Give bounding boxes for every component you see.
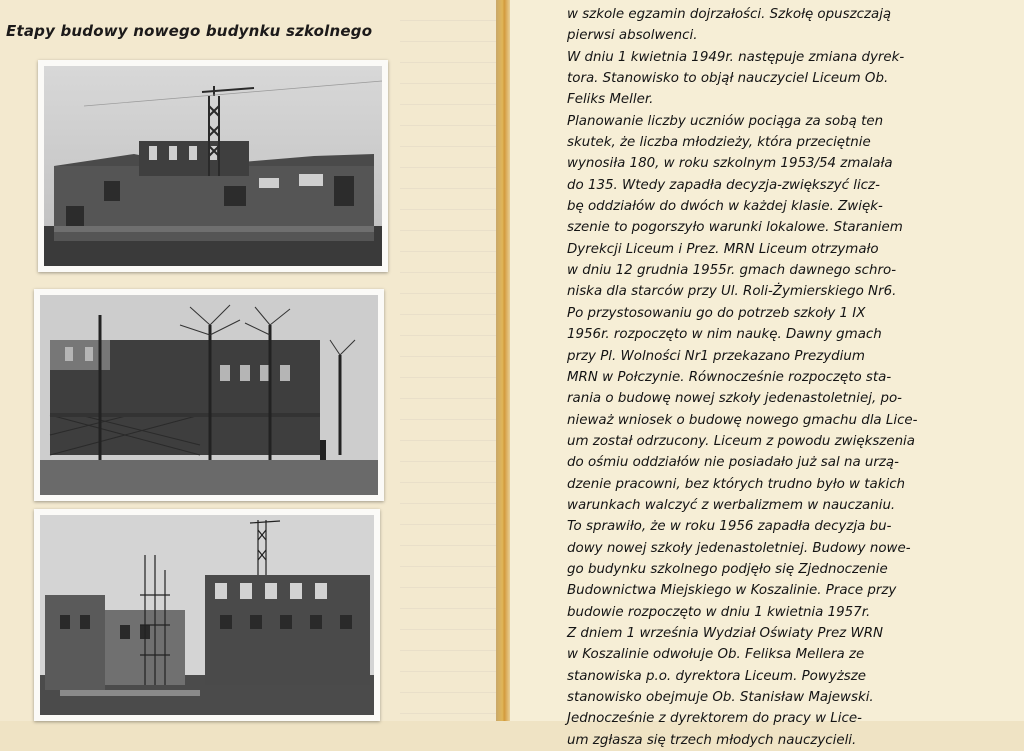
text-line: Dyrekcji Liceum i Prez. MRN Liceum otrzymało	[567, 241, 879, 257]
text-line: Planowanie liczby uczniów pociąga za sobą ten	[567, 113, 884, 129]
photo-3-image	[40, 515, 374, 715]
text-line: go budynku szkolnego podjęło się Zjednoczenie	[567, 561, 888, 577]
text-line: Z dniem 1 września Wydział Oświaty Prez WRN	[567, 625, 884, 641]
text-line: um zgłasza się trzech młodych nauczycieli.	[567, 732, 857, 748]
text-line: dzenie pracowni, bez których trudno było w takich	[567, 476, 906, 492]
text-line: stanowisko obejmuje Ob. Stanisław Majewski.	[567, 690, 874, 705]
text-line: do ośmiu oddziałów nie posiadało już sal na urzą-	[567, 455, 899, 471]
text-line: do 135. Wtedy zapadła decyzja-zwiększyć licz-	[567, 177, 880, 193]
text-line: w Koszalinie odwołuje Ob. Feliksa Mellera ze	[567, 647, 865, 663]
text-line: Budownictwa Miejskiego w Koszalinie. Prace przy	[567, 583, 897, 599]
text-line: MRN w Połczynie. Równocześnie rozpoczęto sta-	[567, 369, 892, 385]
text-line: wynosiła 180, w roku szkolnym 1953/54 zmalała	[567, 156, 893, 172]
text-line: To sprawiło, że w roku 1956 zapadła decyzja bu-	[567, 519, 892, 535]
text-line: W dniu 1 kwietnia 1949r. następuje zmiana dyrek-	[567, 49, 905, 65]
photo-2-image	[40, 295, 378, 495]
text-line: szenie to pogorszyło warunki lokalowe. Staraniem	[567, 220, 903, 236]
photo-1-image	[44, 66, 382, 266]
text-line: pierwsi absolwenci.	[567, 28, 698, 44]
left-page	[0, 0, 496, 721]
text-line: budowie rozpoczęto w dniu 1 kwietnia 1957r.	[567, 604, 871, 620]
text-line: rania o budowę nowej szkoły jedenastoletniej, po-	[567, 391, 903, 407]
text-line: tora. Stanowisko to objął nauczyciel Liceum Ob.	[567, 71, 889, 87]
construction-photo-2	[34, 289, 384, 501]
book-gutter	[496, 0, 510, 721]
text-line: dowy nowej szkoły jedenastoletniej. Budowy nowe-	[567, 540, 911, 556]
text-line: bę oddziałów do dwóch w każdej klasie. Zwięk-	[567, 199, 883, 215]
handwritten-text	[567, 4, 1007, 751]
text-line: stanowiska p.o. dyrektora Liceum. Powyższe	[567, 668, 867, 684]
text-line: um został odrzucony. Liceum z powodu zwiększenia	[567, 433, 915, 449]
text-line: Jednocześnie z dyrektorem do pracy w Lice-	[567, 711, 862, 727]
text-line: w szkole egzamin dojrzałości. Szkołę opuszczają	[567, 7, 892, 22]
bleed-through-text	[400, 0, 496, 721]
text-line: warunkach walczyć z werbalizmem w nauczaniu.	[567, 497, 896, 513]
page-heading: Etapy budowy nowego budynku szkolnego	[6, 22, 373, 40]
text-line: niska dla starców przy Ul. Roli-Żymierskiego Nr6.	[567, 284, 897, 300]
construction-photo-1	[38, 60, 388, 272]
construction-photo-3	[34, 509, 380, 721]
text-line: Po przystosowaniu go do potrzeb szkoły 1 IX	[567, 305, 866, 321]
text-line: skutek, że liczba młodzieży, która przeciętnie	[567, 135, 871, 151]
text-line: 1956r. rozpoczęto w nim naukę. Dawny gmach	[567, 327, 882, 343]
text-line: przy Pl. Wolności Nr1 przekazano Prezydium	[567, 348, 865, 364]
text-line: Feliks Meller.	[567, 92, 654, 108]
text-line: w dniu 12 grudnia 1955r. gmach dawnego schro-	[567, 263, 897, 279]
text-line: nieważ wniosek o budowę nowego gmachu dla Lice-	[567, 412, 918, 428]
